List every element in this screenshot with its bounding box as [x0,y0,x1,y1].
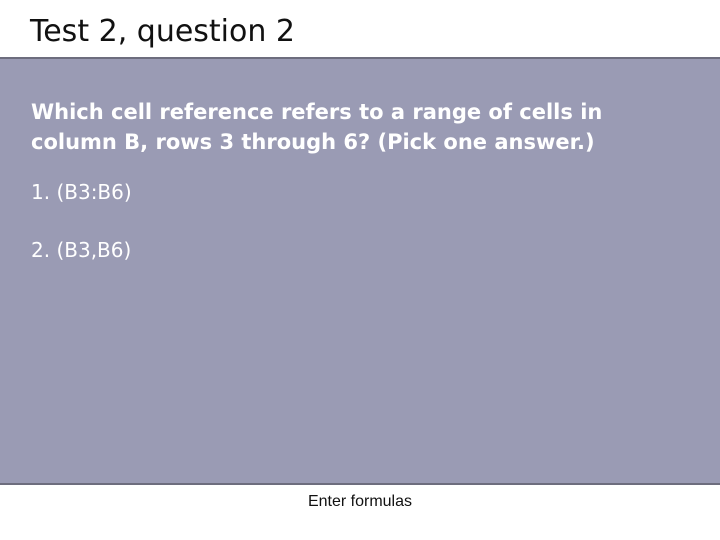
answer-option-2[interactable]: 2. (B3,B6) [31,238,132,262]
footer-caption: Enter formulas [307,493,413,510]
question-text: Which cell reference refers to a range of cells in column B, rows 3 through 6? (Pick one answer.) [31,100,603,154]
answer-list [31,177,132,293]
slide-title: Test 2, question 2 [30,14,296,49]
question-panel [0,57,720,485]
answer-option-1[interactable]: 1. (B3:B6) [31,180,132,204]
